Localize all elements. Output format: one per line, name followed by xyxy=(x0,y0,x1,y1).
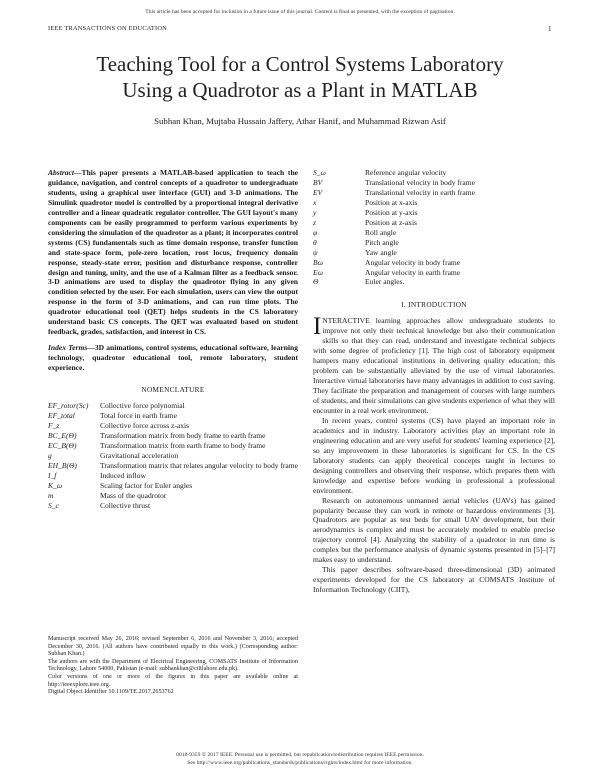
nomenclature-symbol: φ xyxy=(313,227,318,237)
intro-p1-text: learning approaches allow undergraduate students to improve not only their technical knowledge but also their communication skills so that they can read, understand and investigate technical subjects with some degree of proficiency [1]. The high cost of laboratory equipment hampers many educational institutions in delivering quality education; this problem can be substantially alleviated by the use of virtual laboratories. Interactive virtual laboratories have many advantages in addition to cost saving. They facilitate the preparation and management of courses with large numbers of students, and their simulations can give students experience of what they will encounter in a real work environment. xyxy=(313,316,555,415)
nomenclature-symbol: K_ω xyxy=(48,480,63,490)
nomenclature-item xyxy=(313,258,555,268)
nomenclature-symbol: Θ xyxy=(313,277,319,287)
nomenclature-symbol: z xyxy=(313,217,316,227)
nomenclature-list-left xyxy=(48,401,298,510)
nomenclature-description: Position at z-axis xyxy=(365,217,417,227)
nomenclature-item xyxy=(313,218,555,228)
nomenclature-description: Yaw angle xyxy=(365,247,397,257)
left-column xyxy=(48,168,298,511)
nomenclature-item xyxy=(313,277,555,287)
nomenclature-symbol: Bω xyxy=(313,257,323,267)
right-column xyxy=(313,168,555,595)
index-terms xyxy=(48,343,298,373)
nomenclature-item xyxy=(313,198,555,208)
nomenclature-item xyxy=(48,421,298,431)
nomenclature-symbol: x xyxy=(313,197,317,207)
nomenclature-description: Angular velocity in body frame xyxy=(365,257,461,267)
nomenclature-symbol: θ xyxy=(313,237,317,247)
nomenclature-description: Euler angles. xyxy=(365,277,405,287)
nomenclature-description: Translational velocity in body frame xyxy=(365,177,475,187)
nomenclature-item xyxy=(313,168,555,178)
nomenclature-description: Collective thrust xyxy=(100,500,151,510)
nomenclature-item xyxy=(313,238,555,248)
nomenclature-description: Angular velocity in earth frame xyxy=(365,267,461,277)
nomenclature-symbol: y xyxy=(313,207,317,217)
nomenclature-list-right xyxy=(313,168,555,287)
nomenclature-description: Position at x-axis xyxy=(365,197,418,207)
nomenclature-item xyxy=(48,411,298,421)
nomenclature-description: Pitch angle xyxy=(365,237,399,247)
nomenclature-item xyxy=(313,178,555,188)
footnote-color-versions: Color versions of one or more of the figures in this paper are available online at http://ieeexplore.ieee.org. xyxy=(48,673,298,688)
running-head: IEEE TRANSACTIONS ON EDUCATION xyxy=(48,25,167,32)
nomenclature-symbol: F_z xyxy=(48,420,60,430)
footnote-doi: Digital Object Identifier 10.1109/TE.2017.2653762 xyxy=(48,689,174,696)
title-line-2: Using a Quadrotor as a Plant in MATLAB xyxy=(122,78,478,102)
nomenclature-item xyxy=(48,471,298,481)
intro-paragraph-1 xyxy=(313,313,555,416)
rights-link-line: See http://www.ieee.org/publications_standards/publications/rights/index.html for more information. xyxy=(187,760,413,766)
author-list: Subhan Khan, Mujtaba Hussain Jaffery, Athar Hanif, and Muhammad Rizwan Asif xyxy=(154,116,446,126)
nomenclature-symbol: EF_total xyxy=(48,410,75,420)
nomenclature-symbol: I_f xyxy=(48,470,57,480)
nomenclature-item xyxy=(48,481,298,491)
nomenclature-description: Transformation matrix from body frame to earth frame xyxy=(100,430,266,440)
footnotes xyxy=(48,636,298,697)
nomenclature-description: Transformation matrix from earth frame to body frame xyxy=(100,440,266,450)
nomenclature-description: Collective force polynomial xyxy=(100,401,185,411)
nomenclature-description: Position at y-axis xyxy=(365,207,418,217)
nomenclature-item xyxy=(48,461,298,471)
nomenclature-symbol: BC_E(Θ) xyxy=(48,430,77,440)
nomenclature-item xyxy=(48,441,298,451)
copyright-line: 0018-9359 © 2017 IEEE. Personal use is permitted, but republication/redistribution requires IEEE permission. xyxy=(176,752,424,758)
nomenclature-symbol: EF_rotor(Sc) xyxy=(48,401,89,411)
nomenclature-symbol: EC_B(Θ) xyxy=(48,440,77,450)
intro-paragraph-2: In recent years, control systems (CS) have played an important role in academics and in industry. Laboratory activities play an important role in engineering education and are very useful for students' learning experience [2], so any improvement in these laboratories is significant for CS. In the CS laboratory students can apply theoretical concepts taught in lectures to designing controllers and observing their response, which prepares them with knowledge and expertise before working in professional a professional environment. xyxy=(313,415,555,495)
abstract xyxy=(48,168,298,337)
drop-cap: I xyxy=(313,313,322,341)
nomenclature-description: Induced inflow xyxy=(100,470,146,480)
abstract-label: Abstract— xyxy=(48,168,82,177)
nomenclature-description: Collective force across z-axis xyxy=(100,420,190,430)
nomenclature-description: Gravitational acceleration xyxy=(100,450,179,460)
footnote-affiliation: The authors are with the Department of Electrical Engineering, COMSATS Institute of Information Technology, Lahore 54000, Pakistan (e-mail: subhankhan@ciitlahore.edu.pk). xyxy=(48,658,298,673)
nomenclature-symbol: g xyxy=(48,450,52,460)
acceptance-notice: This article has been accepted for inclusion in a future issue of this journal. Content is final as presented, with the exception of pagination. xyxy=(145,9,455,15)
nomenclature-heading: NOMENCLATURE xyxy=(141,385,205,395)
title-line-1: Teaching Tool for a Control Systems Laboratory xyxy=(96,52,504,76)
nomenclature-description: Roll angle xyxy=(365,227,397,237)
nomenclature-description: Mass of the quadrotor xyxy=(100,490,167,500)
nomenclature-description: Transformation matrix that relates angular velocity to body frame xyxy=(100,460,298,470)
introduction-heading: I. INTRODUCTION xyxy=(401,300,467,310)
nomenclature-symbol: S_ω xyxy=(313,168,326,177)
nomenclature-description: Translational velocity in earth frame xyxy=(365,187,475,197)
intro-paragraph-4: This paper describes software-based three-dimensional (3D) animated experiments developed for the CS laboratory at COMSATS Institute of Information Technology (CIIT), xyxy=(313,565,555,595)
nomenclature-item xyxy=(313,268,555,278)
nomenclature-item xyxy=(48,401,298,411)
nomenclature-symbol: S_c xyxy=(48,500,59,510)
nomenclature-item xyxy=(313,248,555,258)
intro-first-word: NTERACTIVE xyxy=(322,316,370,326)
nomenclature-symbol: EH_B(Θ) xyxy=(48,460,77,470)
nomenclature-description: Scaling factor for Euler angles xyxy=(100,480,193,490)
nomenclature-description: Reference angular velocity xyxy=(365,168,447,177)
nomenclature-item xyxy=(48,451,298,461)
nomenclature-item xyxy=(48,491,298,501)
nomenclature-symbol: ψ xyxy=(313,247,318,257)
nomenclature-item xyxy=(48,431,298,441)
index-terms-text: 3D animations, control systems, educational software, learning technology, quadrotor educational tool, remote laboratory, student experience. xyxy=(48,343,298,373)
nomenclature-item xyxy=(48,501,298,511)
nomenclature-symbol: BV xyxy=(313,177,323,187)
nomenclature-item xyxy=(313,188,555,198)
page-number: 1 xyxy=(548,25,552,33)
index-terms-label: Index Terms— xyxy=(48,343,95,353)
nomenclature-symbol: EV xyxy=(313,187,323,197)
nomenclature-symbol: Eω xyxy=(313,267,323,277)
nomenclature-description: Total force in earth frame xyxy=(100,410,177,420)
nomenclature-symbol: m xyxy=(48,490,54,500)
intro-paragraph-3: Research on autonomous unmanned aerial vehicles (UAVs) has gained popularity because they can work in remote or hazardous environments [3]. Quadrotors are popular as test beds for small UAV development, but their aerodynamics is complex and must be accurately modeled to enable precise trajectory control [4]. Analyzing the stability of a quadrotor in run time is complex but the performance analysis of dynamic systems presented in [5]–[7] makes easy to understand. xyxy=(313,495,555,565)
paper-title xyxy=(40,51,560,103)
footnote-received: Manuscript received May 26, 2016; revised September 6, 2016 and November 3, 2016; accepted December 30, 2016. (All authors have contributed equally to this work.) (Corresponding author: Subhan Khan.) xyxy=(48,636,298,658)
nomenclature-item xyxy=(313,228,555,238)
abstract-text: This paper presents a MATLAB-based application to teach the guidance, navigation, and control concepts of a quadrotor to undergraduate students, using a graphical user interface (GUI) and 3-D animations. The Simulink quadrotor model is controlled by a proportional integral derivative controller and a linear quadratic regulator controller. The GUI layout's many components can be easily programmed to perform various experiments by considering the simulation of the quadrotor as a plant; it incorporates control systems (CS) fundamentals such as time domain response, transfer function and state-space form, pole-zero location, root locus, frequency domain response, steady-state error, position and disturbance response, controller design and tuning, unity, and the use of a Kalman filter as a feedback sensor. 3-D animations are used to display the quadrotor flying in any given condition selected by the user. For each simulation, users can view the output response in the form of 3-D animations, and can run time plots. The quadrotor educational tool (QET) helps students in the CS laboratory understand basic CS concepts. The QET was evaluated based on student feedback, grades, satisfaction, and interest in CS. xyxy=(48,168,298,337)
introduction-body xyxy=(313,313,555,595)
nomenclature-item xyxy=(313,208,555,218)
